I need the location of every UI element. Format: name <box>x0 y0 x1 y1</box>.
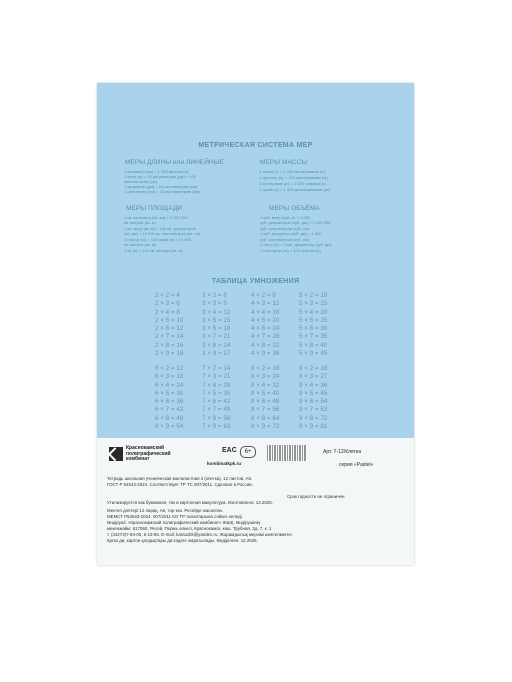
area-line: 1 кв. метр (кв. м) = 100 кв. дециметров <box>124 226 196 231</box>
mass-line: 1 центнер (ц) = 100 килограммам (кг) <box>259 175 328 180</box>
article-number: Арт. Т-12/Клетка <box>323 449 362 455</box>
length-line: 1 километр (км) = 1 000 метров (м) <box>124 169 189 174</box>
footer-line: Қағаз да, картон қалдықтары да кәдеге жаратылады. Өндірілген: 12.2025. <box>107 538 258 543</box>
mult-entry: 8 × 6 = 48 <box>251 398 280 406</box>
mult-entry: 3 × 8 = 24 <box>202 341 231 349</box>
website-text: kombinatkpk.ru <box>207 461 242 466</box>
mult-entry: 8 × 3 = 24 <box>251 373 280 381</box>
mult-entry: 2 × 9 = 18 <box>155 350 184 358</box>
mult-entry: 6 × 6 = 36 <box>155 398 184 406</box>
mult-entry: 3 × 5 = 15 <box>202 316 231 324</box>
company-logo-icon <box>109 447 123 461</box>
volume-line: 1 литр (л) = 1 куб. дециметру (куб. дм) <box>260 242 332 247</box>
area-line: 1 гектар (га) = 100 арам (а) = 10 000 <box>124 237 191 242</box>
mult-entry: 5 × 3 = 15 <box>299 300 328 308</box>
mult-entry: 5 × 7 = 35 <box>299 333 328 341</box>
mult-entry: 4 × 4 = 16 <box>251 308 280 316</box>
mult-entry: 9 × 4 = 36 <box>299 381 328 389</box>
length-heading: МЕРЫ ДЛИНЫ или ЛИНЕЙНЫЕ <box>125 159 224 166</box>
mult-entry: 7 × 8 = 56 <box>202 414 231 422</box>
mult-entry: 3 × 6 = 18 <box>202 325 231 333</box>
volume-line: куб. сантиметров (куб. см) <box>260 237 309 242</box>
mult-column <box>299 365 344 431</box>
mult-entry: 8 × 8 = 64 <box>251 414 280 422</box>
mult-entry: 5 × 2 = 10 <box>299 292 328 299</box>
footer-line: Өндіруші: «Краснокамский полиграфический комбинат» ЖШҚ. Өндірушінің <box>107 520 260 525</box>
footer-panel <box>97 438 414 565</box>
footer-line: Срок годности не ограничен. <box>287 494 346 499</box>
mult-entry: 4 × 3 = 12 <box>251 300 280 308</box>
volume-line: 1 куб. дециметр (куб. дм) = 1 000 <box>260 231 322 236</box>
area-line: 1 ар (а) = 100 кв. метрам (кв. м) <box>124 248 183 253</box>
mult-entry: 8 × 4 = 32 <box>251 381 280 389</box>
mass-line: 1 килограмм (кг) = 1 000 граммов (г) <box>259 181 326 186</box>
volume-line: куб. дециметров (куб. дм) = 1 000 000 <box>260 220 331 225</box>
mass-line: 1 грамм (г) = 1 000 миллиграммов (мг) <box>259 187 331 192</box>
company-name: Краснокамский полиграфический комбинат <box>126 445 171 463</box>
mult-column <box>202 292 247 358</box>
area-heading: МЕРЫ ПЛОЩАДИ <box>126 205 183 212</box>
area-line: (кв. дм) = 10 000 кв. сантиметров (кв. см) <box>124 231 201 236</box>
mult-entry: 8 × 7 = 56 <box>251 406 280 414</box>
mult-entry: 8 × 9 = 72 <box>251 423 280 431</box>
mult-entry: 6 × 7 = 42 <box>155 406 184 414</box>
mult-entry: 5 × 5 = 25 <box>299 316 328 324</box>
mult-entry: 4 × 9 = 36 <box>251 350 280 358</box>
mass-line: 1 тонна (т) = 1 000 килограммов (кг) <box>259 169 326 174</box>
mult-entry: 6 × 8 = 48 <box>155 414 184 422</box>
mult-entry: 4 × 8 = 32 <box>251 341 280 349</box>
mult-entry: 5 × 6 = 30 <box>299 325 328 333</box>
mult-entry: 7 × 6 = 42 <box>202 398 231 406</box>
mult-entry: 4 × 2 = 8 <box>251 292 276 299</box>
series-name: серия «Pastel» <box>339 462 374 468</box>
mult-entry: 9 × 9 = 81 <box>299 423 328 431</box>
mult-entry: 7 × 3 = 21 <box>202 373 231 381</box>
mult-entry: 2 × 5 = 10 <box>155 316 184 324</box>
footer-line: Мектеп дәптері 12 парақ, А5, тор көз. Ресейде жасалған. <box>107 508 224 513</box>
mult-entry: 7 × 5 = 35 <box>202 389 231 397</box>
mult-entry: 3 × 7 = 21 <box>202 333 231 341</box>
mult-entry: 6 × 9 = 54 <box>155 423 184 431</box>
mult-entry: 2 × 8 = 16 <box>155 341 184 349</box>
footer-line: т. (34273)7-94-00, 5-13-85. E-mail: kamazbk@yandex.ru. Жарамдылық мерзімі шектелмеген. <box>107 532 293 537</box>
multiplication-title: ТАБЛИЦА УМНОЖЕНИЯ <box>211 278 300 285</box>
mult-entry: 6 × 5 = 30 <box>155 389 184 397</box>
volume-line: 1 гектолитр (гл) = 100 литрам (л) <box>260 248 321 253</box>
mult-entry: 4 × 5 = 20 <box>251 316 280 324</box>
footer-line: Тетрадь школьная ученическая малолистная 2 (клетка), 12 листов, А5. <box>107 476 253 481</box>
barcode-icon <box>267 445 307 461</box>
mult-entry: 9 × 3 = 27 <box>299 373 328 381</box>
mult-entry: 2 × 3 = 6 <box>155 300 180 308</box>
mult-entry: 9 × 2 = 18 <box>299 365 328 372</box>
metric-title: МЕТРИЧЕСКАЯ СИСТЕМА МЕР <box>198 142 313 149</box>
footer-line: ГОСТ Р 54543-2024. Соответствует ТР ТС 007/2011. Сделано в России. <box>107 482 253 487</box>
mult-entry: 9 × 6 = 54 <box>299 398 328 406</box>
mult-entry: 2 × 2 = 4 <box>155 292 180 299</box>
mult-entry: 3 × 9 = 27 <box>202 350 231 358</box>
footer-line: Утилизируется как бумажная, так и картонная макулатура. Изготовлено: 12.2025. <box>107 500 273 505</box>
mult-entry: 6 × 2 = 12 <box>155 365 184 372</box>
volume-heading: МЕРЫ ОБЪЁМА <box>269 205 320 212</box>
mult-entry: 3 × 4 = 12 <box>202 308 231 316</box>
length-line: сантиметрам (см) <box>124 179 157 184</box>
length-line: 1 дециметр (дм) = 10 сантиметрам (см) <box>124 184 198 189</box>
mult-entry: 7 × 2 = 14 <box>202 365 231 372</box>
volume-line: куб. сантиметров (куб. см) <box>260 226 309 231</box>
mult-entry: 8 × 2 = 16 <box>251 365 280 372</box>
mass-heading: МЕРЫ МАССЫ <box>260 159 308 166</box>
mult-entry: 9 × 7 = 63 <box>299 406 328 414</box>
mult-column <box>155 365 200 431</box>
age-rating-badge: 6+ <box>240 446 256 458</box>
eac-mark-icon: EAC <box>222 447 237 454</box>
mult-column <box>202 365 247 431</box>
mult-entry: 8 × 5 = 40 <box>251 389 280 397</box>
mult-entry: 7 × 7 = 49 <box>202 406 231 414</box>
mult-column <box>251 292 296 358</box>
area-line: кв. метров (кв. м) <box>124 242 156 247</box>
mult-column <box>155 292 200 358</box>
volume-line: 1 куб. метр (куб. м) = 1 000 <box>260 215 311 220</box>
mult-entry: 2 × 6 = 12 <box>155 325 184 333</box>
mult-entry: 7 × 9 = 63 <box>202 423 231 431</box>
footer-line: МЕМСТ Р54543-2024. 007/2011 КО ТР талаптарына сәйкес келеді. <box>107 514 243 519</box>
length-line: 1 сантиметр (см) = 10 миллиметрам (мм) <box>124 189 201 194</box>
mult-entry: 2 × 4 = 8 <box>155 308 180 316</box>
mult-entry: 9 × 8 = 72 <box>299 414 328 422</box>
notebook-back-cover <box>97 83 414 565</box>
mult-entry: 9 × 5 = 45 <box>299 389 328 397</box>
mult-entry: 5 × 8 = 40 <box>299 341 328 349</box>
mult-entry: 7 × 4 = 28 <box>202 381 231 389</box>
mult-entry: 5 × 9 = 45 <box>299 350 328 358</box>
mult-entry: 2 × 7 = 14 <box>155 333 184 341</box>
mult-column <box>299 292 344 358</box>
length-line: 1 метр (м) = 10 дециметрам (дм) = 100 <box>124 174 196 179</box>
mult-entry: 3 × 2 = 6 <box>202 292 227 299</box>
mult-entry: 4 × 6 = 24 <box>251 325 280 333</box>
footer-line: мекенжайы: 617060, Ресей, Пермь өлкесі, Краснокамск, көш. Трубная, 3д. 7, к. 1 <box>107 526 272 531</box>
mult-entry: 5 × 4 = 20 <box>299 308 328 316</box>
area-line: 1 кв. километр (кв. км) = 1 000 000 <box>124 215 188 220</box>
mult-entry: 4 × 7 = 28 <box>251 333 280 341</box>
area-line: кв. метров (кв. м) <box>124 220 156 225</box>
mult-column <box>251 365 296 431</box>
mult-entry: 6 × 3 = 18 <box>155 373 184 381</box>
mult-entry: 3 × 3 = 9 <box>202 300 227 308</box>
mult-entry: 6 × 4 = 24 <box>155 381 184 389</box>
